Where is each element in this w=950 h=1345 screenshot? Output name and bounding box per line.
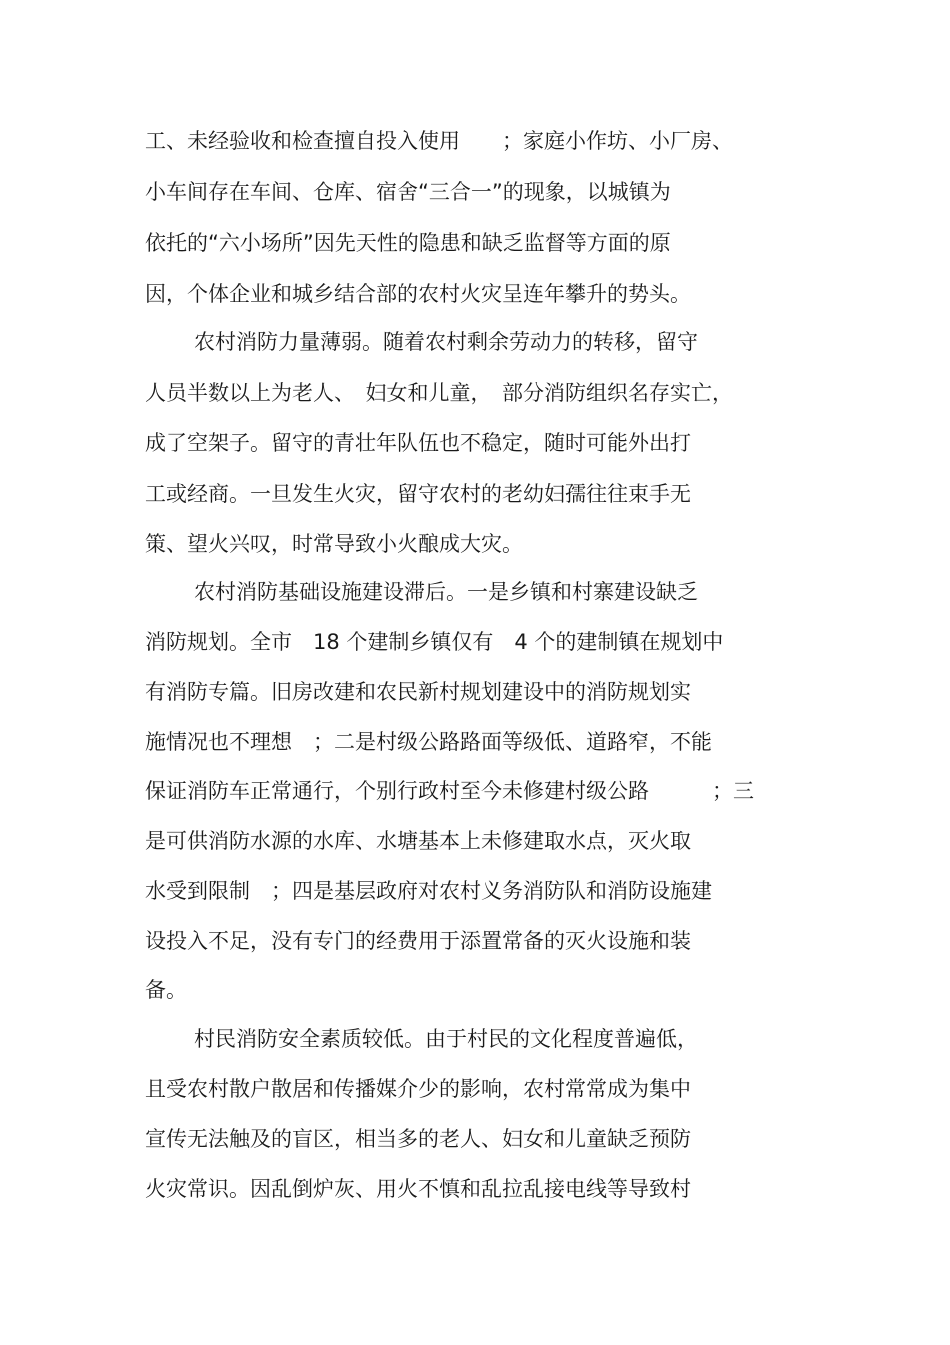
text-line: 策、望火兴叹，时常导致小火酿成大灾。 <box>145 532 523 556</box>
text-line: 成了空架子。留守的青壮年队伍也不稳定，随时可能外出打 <box>145 431 691 455</box>
text-line: 工、未经验收和检查擅自投入使用 ；家庭小作坊、小厂房、 <box>145 129 733 153</box>
paragraph-start-line: 农村消防力量薄弱。随着农村剩余劳动力的转移，留守 <box>194 330 698 354</box>
text-line: 工或经商。一旦发生火灾，留守农村的老幼妇孺往往束手无 <box>145 482 691 506</box>
text-line: 人员半数以上为老人、 妇女和儿童， 部分消防组织名存实亡， <box>145 381 733 405</box>
paragraph-start-line: 农村消防基础设施建设滞后。一是乡镇和村寨建设缺乏 <box>194 580 698 604</box>
text-line: 保证消防车正常通行，个别行政村至今未修建村级公路 ；三 <box>145 779 754 803</box>
paragraph-start-line: 村民消防安全素质较低。由于村民的文化程度普遍低， <box>194 1027 698 1051</box>
text-line: 水受到限制 ；四是基层政府对农村义务消防队和消防设施建 <box>145 879 712 903</box>
text-line: 是可供消防水源的水库、水塘基本上未修建取水点，灭火取 <box>145 829 691 853</box>
text-line: 施情况也不理想 ；二是村级公路路面等级低、道路窄，不能 <box>145 730 712 754</box>
text-line: 且受农村散户散居和传播媒介少的影响，农村常常成为集中 <box>145 1077 691 1101</box>
text-line: 小车间存在车间、仓库、宿舍“三合一”的现象，以城镇为 <box>145 180 671 204</box>
text-line: 火灾常识。因乱倒炉灰、用火不慎和乱拉乱接电线等导致村 <box>145 1177 691 1201</box>
text-line: 有消防专篇。旧房改建和农民新村规划建设中的消防规划实 <box>145 680 691 704</box>
text-line: 因，个体企业和城乡结合部的农村火灾呈连年攀升的势头。 <box>145 282 691 306</box>
text-line: 依托的“六小场所”因先天性的隐患和缺乏监督等方面的原 <box>145 231 671 255</box>
text-line: 设投入不足，没有专门的经费用于添置常备的灭火设施和装 <box>145 929 691 953</box>
text-line: 宣传无法触及的盲区，相当多的老人、妇女和儿童缺乏预防 <box>145 1127 691 1151</box>
text-line: 备。 <box>145 978 187 1002</box>
text-line: 消防规划。全市 18 个建制乡镇仅有 4 个的建制镇在规划中 <box>145 630 724 654</box>
